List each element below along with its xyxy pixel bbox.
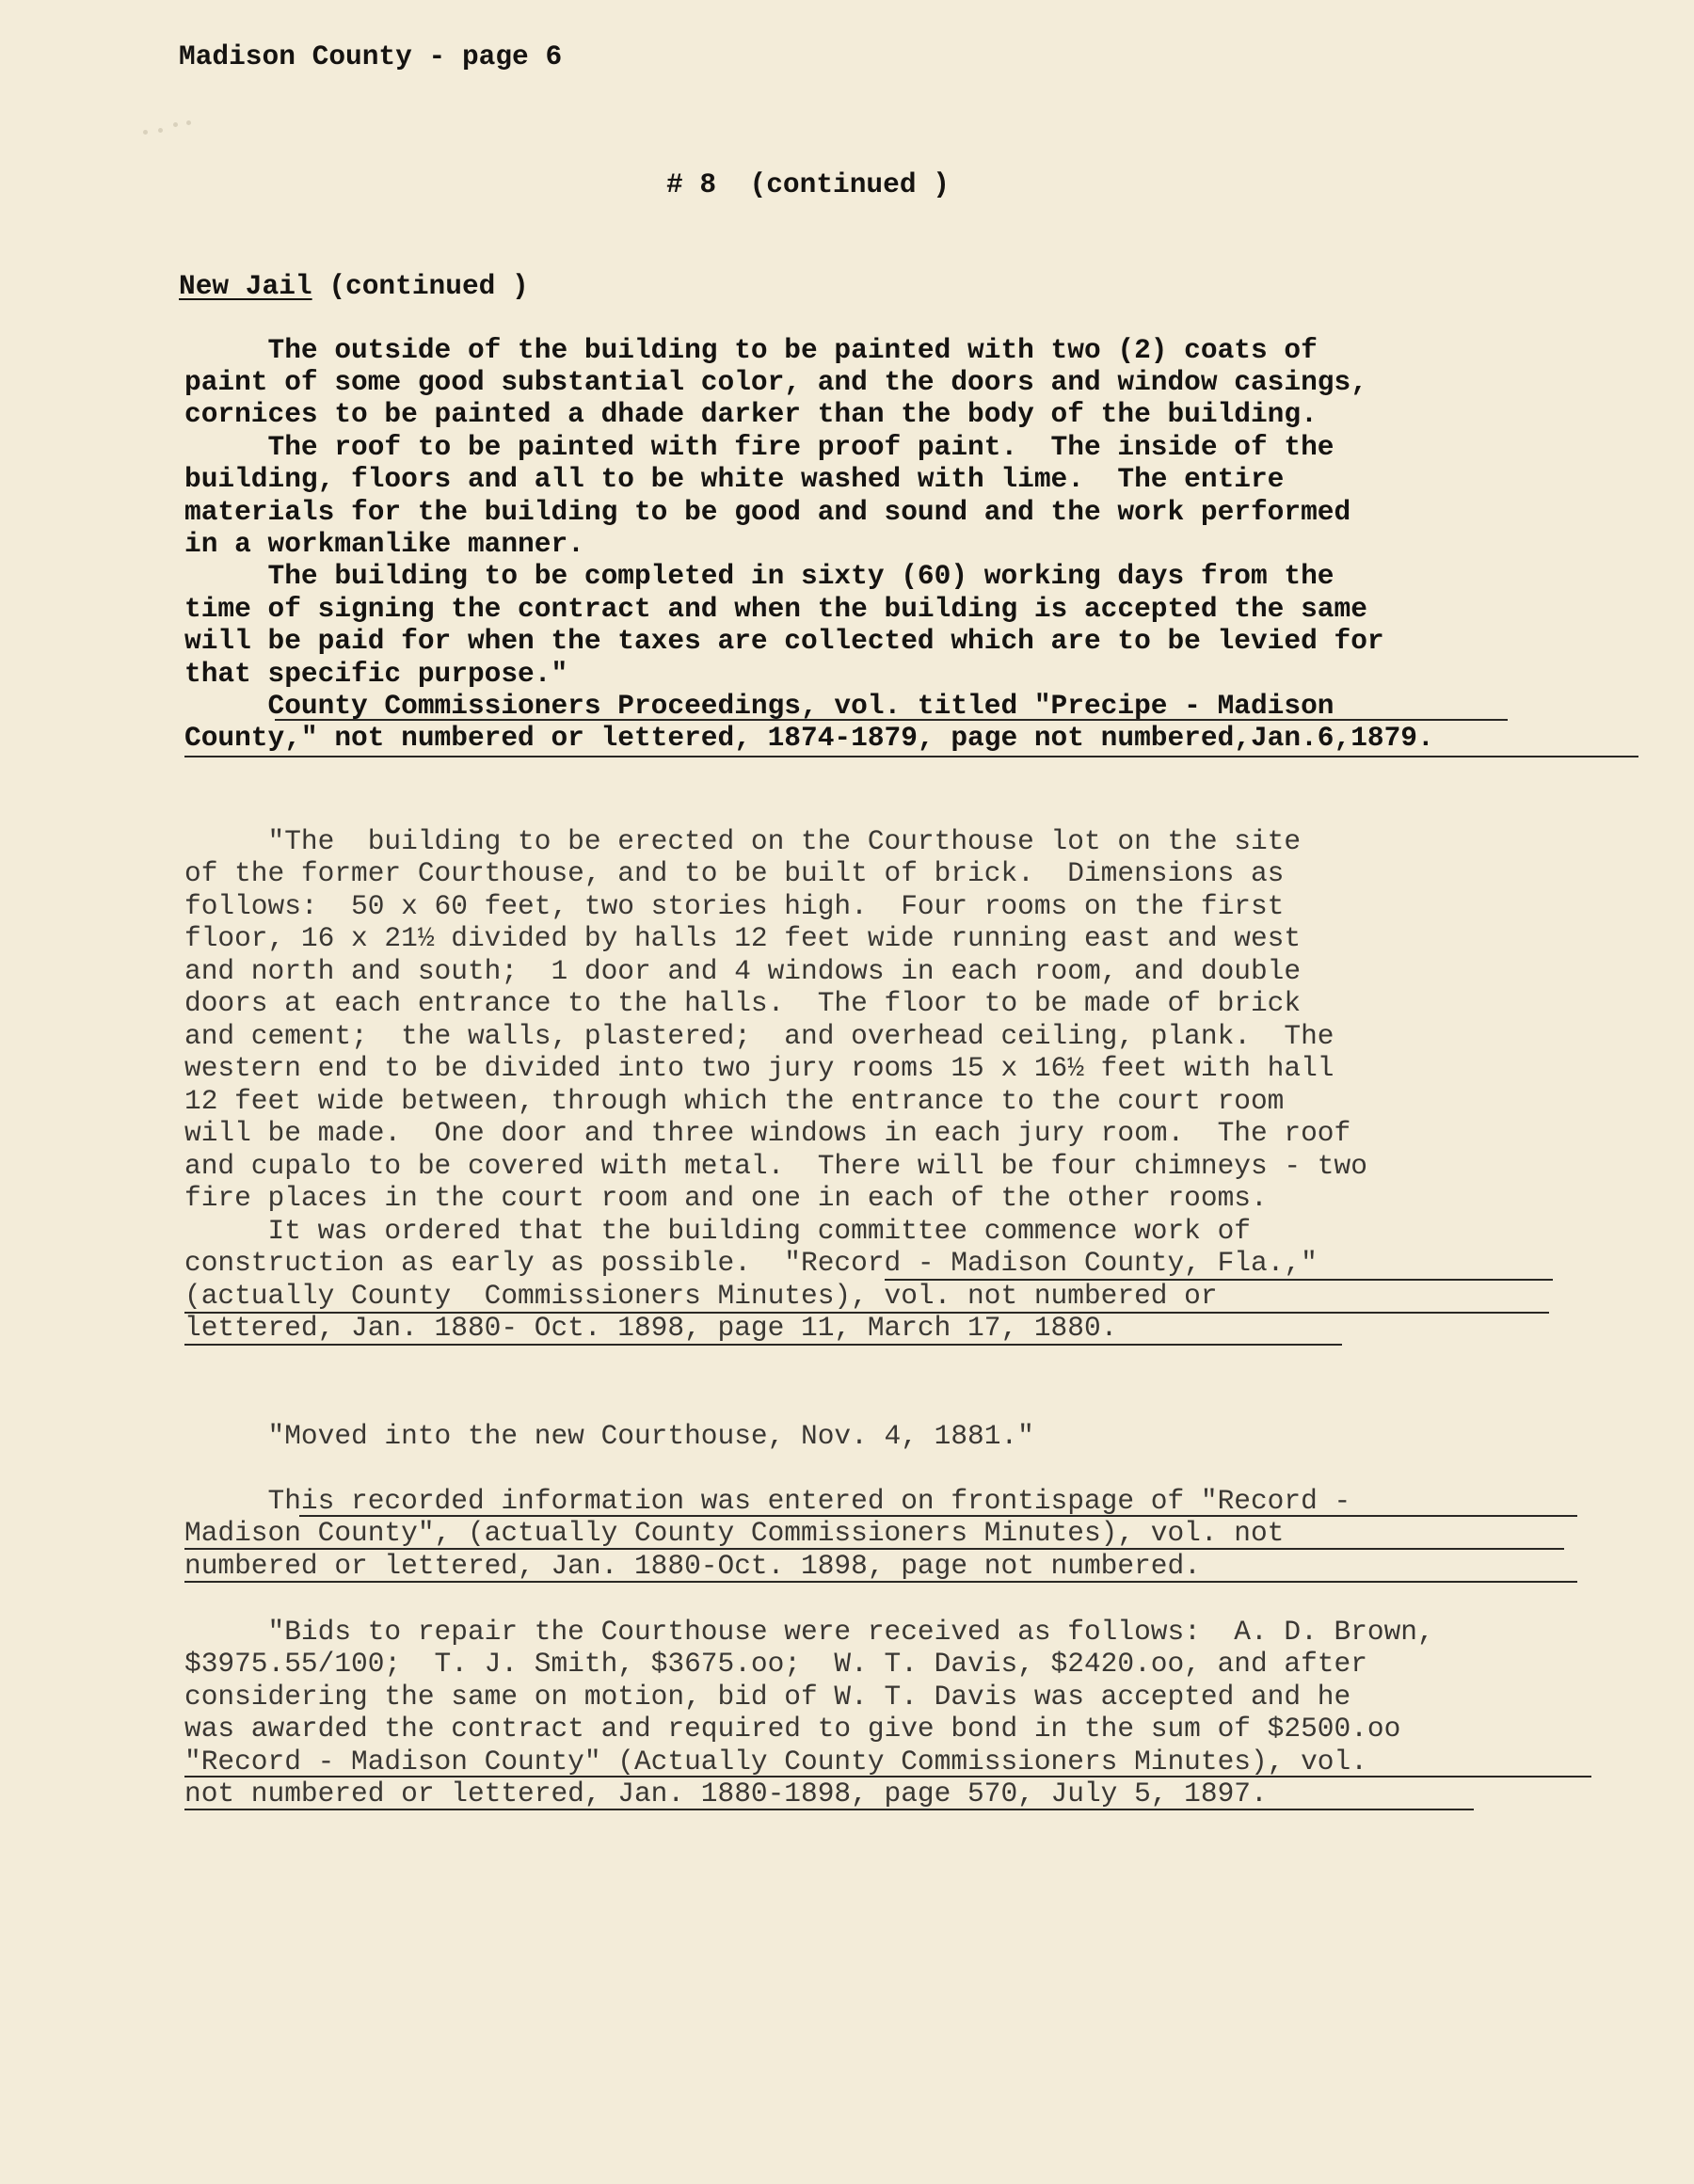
text-line: $3975.55/100; T. J. Smith, $3675.oo; W. T. Davis, $2420.oo, and after xyxy=(184,1648,1367,1680)
new-jail-heading xyxy=(179,269,529,303)
text-line: in a workmanlike manner. xyxy=(184,528,584,560)
text-line: floor, 16 x 21½ divided by halls 12 feet wide running east and west xyxy=(184,922,1302,954)
text-line: and cement; the walls, plastered; and overhead ceiling, plank. The xyxy=(184,1020,1334,1052)
new-jail-heading-underlined: New Jail xyxy=(179,270,312,302)
section-heading: # 8 (continued ) xyxy=(666,168,950,200)
text-line: western end to be divided into two jury rooms 15 x 16½ feet with hall xyxy=(184,1052,1334,1084)
citation-underline xyxy=(184,1312,1549,1314)
citation-underline xyxy=(885,1279,1553,1281)
text-line: was awarded the contract and required to give bond in the sum of $2500.oo xyxy=(184,1713,1401,1745)
citation-underline xyxy=(184,1344,1342,1346)
text-line: fire places in the court room and one in each of the other rooms. xyxy=(184,1182,1268,1214)
pinhole-mark xyxy=(173,122,178,127)
citation-underline xyxy=(184,1809,1474,1810)
text-line: time of signing the contract and when the building is accepted the same xyxy=(184,593,1367,625)
citation-line: (actually County Commissioners Minutes), vol. not numbered or xyxy=(184,1280,1218,1312)
text-line: that specific purpose." xyxy=(184,658,568,690)
citation-underline xyxy=(184,1581,1577,1583)
text-line: construction as early as possible. "Record - Madison County, Fla.," xyxy=(184,1247,1318,1279)
text-line: considering the same on motion, bid of W. T. Davis was accepted and he xyxy=(184,1681,1351,1713)
text-line: cornices to be painted a dhade darker than the body of the building. xyxy=(184,398,1318,430)
citation-line: County," not numbered or lettered, 1874-1879, page not numbered,Jan.6,1879. xyxy=(184,722,1434,754)
citation-line: not numbered or lettered, Jan. 1880-1898, page 570, July 5, 1897. xyxy=(184,1777,1268,1809)
text-line: The building to be completed in sixty (60) working days from the xyxy=(184,560,1334,592)
citation-line: "Record - Madison County" (Actually County Commissioners Minutes), vol. xyxy=(184,1746,1367,1777)
text-line: It was ordered that the building committee commence work of xyxy=(184,1215,1251,1247)
citation-underline xyxy=(184,756,1638,757)
citation-underline xyxy=(299,1515,1577,1517)
text-line: doors at each entrance to the halls. The floor to be made of brick xyxy=(184,987,1302,1019)
text-line: 12 feet wide between, through which the entrance to the court room xyxy=(184,1085,1285,1117)
quote-line: "Moved into the new Courthouse, Nov. 4, 1881." xyxy=(184,1420,1034,1452)
citation-underline xyxy=(184,1548,1564,1550)
text-line: "The building to be erected on the Courthouse lot on the site xyxy=(184,825,1302,857)
text-line: and cupalo to be covered with metal. There will be four chimneys - two xyxy=(184,1150,1367,1182)
citation-underline xyxy=(184,1776,1591,1777)
pinhole-mark xyxy=(158,128,163,133)
citation-line: lettered, Jan. 1880- Oct. 1898, page 11, March 17, 1880. xyxy=(184,1312,1118,1344)
new-jail-heading-rest: (continued ) xyxy=(312,270,529,302)
text-line: follows: 50 x 60 feet, two stories high. Four rooms on the first xyxy=(184,890,1285,922)
citation-line: numbered or lettered, Jan. 1880-Oct. 1898, page not numbered. xyxy=(184,1550,1201,1582)
pinhole-mark xyxy=(143,130,148,135)
text-line: and north and south; 1 door and 4 windows in each room, and double xyxy=(184,955,1302,987)
citation-line: County Commissioners Proceedings, vol. titled "Precipe - Madison xyxy=(184,690,1334,722)
page-label: Madison County - page 6 xyxy=(179,40,563,72)
text-line: materials for the building to be good and sound and the work performed xyxy=(184,496,1351,528)
pinhole-mark xyxy=(186,120,191,125)
text-line: will be made. One door and three windows in each jury room. The roof xyxy=(184,1117,1351,1149)
text-line: paint of some good substantial color, and the doors and window casings, xyxy=(184,366,1367,398)
text-line: The roof to be painted with fire proof paint. The inside of the xyxy=(184,431,1334,463)
text-line: of the former Courthouse, and to be built of brick. Dimensions as xyxy=(184,857,1285,889)
text-line: will be paid for when the taxes are collected which are to be levied for xyxy=(184,625,1384,657)
citation-line: This recorded information was entered on frontispage of "Record - xyxy=(184,1485,1351,1517)
citation-underline xyxy=(275,719,1508,721)
text-line: The outside of the building to be painted with two (2) coats of xyxy=(184,334,1318,366)
text-line: building, floors and all to be white washed with lime. The entire xyxy=(184,463,1285,495)
citation-line: Madison County", (actually County Commissioners Minutes), vol. not xyxy=(184,1517,1285,1549)
text-line: "Bids to repair the Courthouse were received as follows: A. D. Brown, xyxy=(184,1616,1434,1648)
